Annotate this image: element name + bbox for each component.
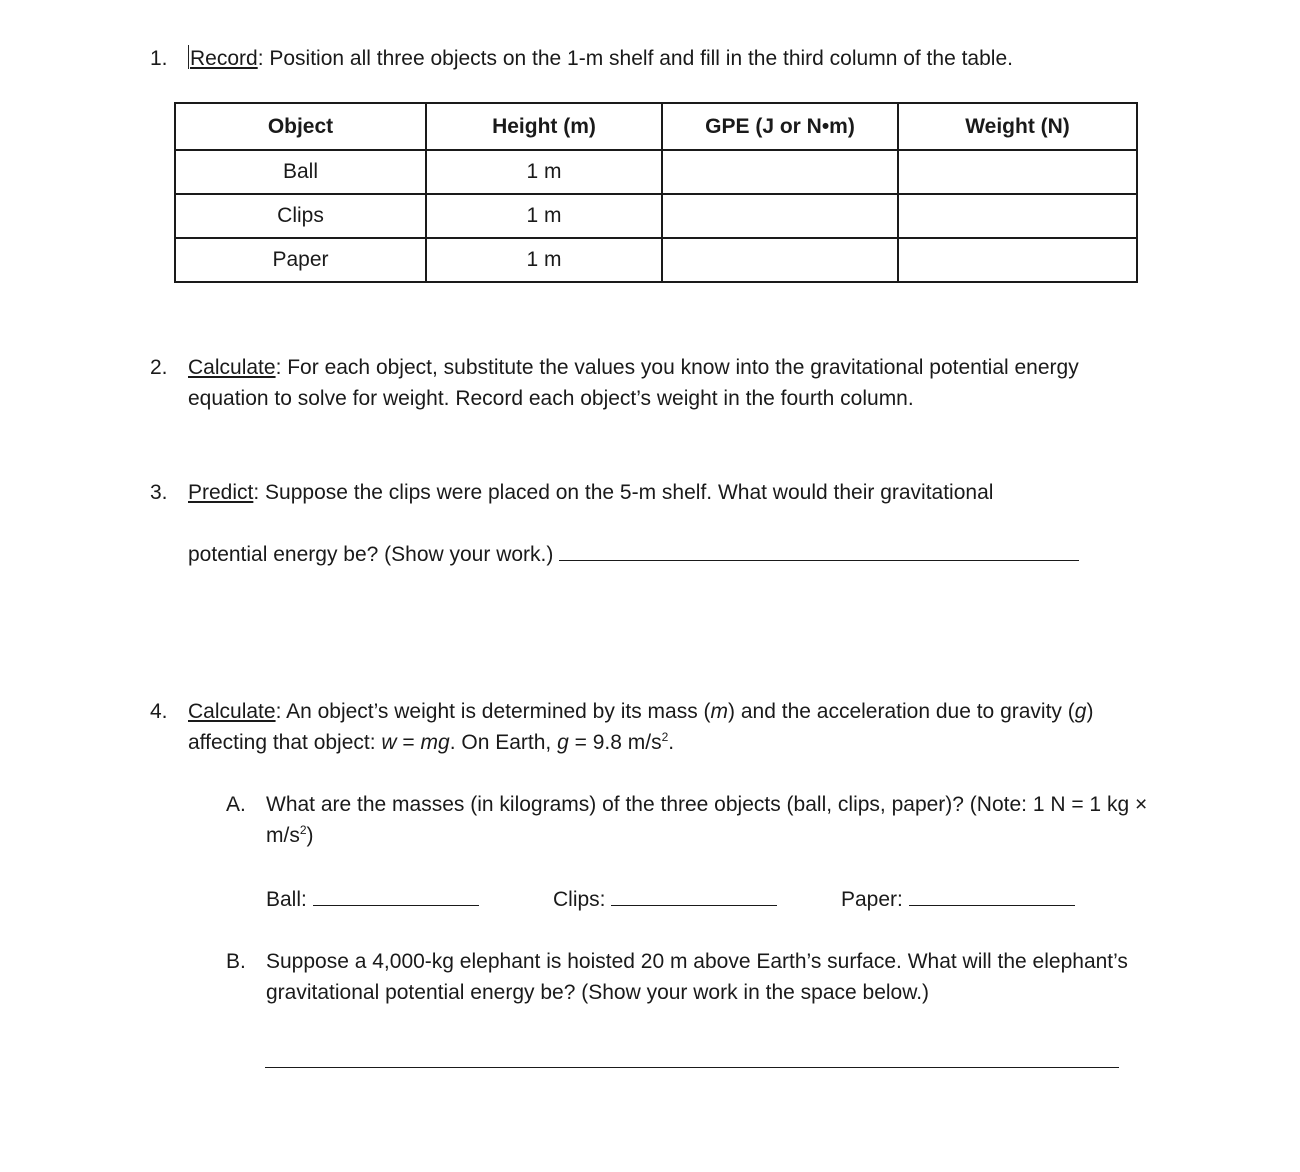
- cell-object: Ball: [175, 150, 426, 194]
- cell-gpe[interactable]: [662, 150, 898, 194]
- clips-label: Clips:: [553, 888, 606, 911]
- ball-answer: [266, 884, 479, 915]
- superscript: 2: [299, 823, 307, 837]
- header-weight: Weight (N): [898, 103, 1137, 150]
- var-g: g: [1074, 700, 1087, 723]
- question-number: 2.: [150, 356, 168, 379]
- paper-answer: [841, 884, 1075, 915]
- cell-weight[interactable]: [898, 194, 1137, 238]
- cell-gpe[interactable]: [662, 194, 898, 238]
- table-header-row: [175, 103, 1137, 150]
- question-label: Record: [190, 47, 258, 70]
- table-row: [175, 238, 1137, 282]
- question-text: ) and the acceleration due to gravity (: [728, 700, 1075, 723]
- question-3: [150, 477, 1150, 570]
- gpe-table: [174, 102, 1138, 283]
- table-row: [175, 150, 1137, 194]
- ball-label: Ball:: [266, 888, 307, 911]
- cell-height: 1 m: [426, 194, 662, 238]
- cell-weight[interactable]: [898, 238, 1137, 282]
- superscript: 2: [661, 730, 669, 744]
- question-4a: [226, 789, 1166, 851]
- text-cursor: [188, 45, 189, 69]
- var-mg: mg: [420, 731, 450, 754]
- question-text: : Position all three objects on the 1-m shelf and fill in the third column of the table.: [257, 47, 1013, 70]
- question-4b: [226, 946, 1166, 1008]
- sub-letter: A.: [226, 793, 246, 816]
- sub-letter: B.: [226, 950, 246, 973]
- cell-gpe[interactable]: [662, 238, 898, 282]
- question-text: : An object’s weight is determined by its mass (: [275, 700, 711, 723]
- cell-weight[interactable]: [898, 150, 1137, 194]
- question-label: Calculate: [188, 356, 276, 379]
- clips-blank[interactable]: [611, 885, 777, 906]
- ball-blank[interactable]: [313, 885, 479, 906]
- question-text: : Suppose the clips were placed on the 5-m shelf. What would their gravitational: [253, 481, 994, 504]
- question-text: ) affecting that object:: [188, 700, 1094, 754]
- question-1: [150, 43, 1150, 74]
- var-m: m: [710, 700, 729, 723]
- clips-answer: [553, 884, 777, 915]
- header-gpe: GPE (J or N•m): [662, 103, 898, 150]
- work-answer-line[interactable]: [265, 1067, 1119, 1068]
- question-text: = 9.8 m/s: [568, 731, 662, 754]
- question-text: Suppose a 4,000-kg elephant is hoisted 20 m above Earth’s surface. What will the elephant’s gravitational potential energy be? (Show your work in the space below.): [266, 950, 1128, 1004]
- cell-height: 1 m: [426, 150, 662, 194]
- question-number: 4.: [150, 700, 168, 723]
- table-row: [175, 194, 1137, 238]
- header-object: Object: [175, 103, 426, 150]
- answer-blank[interactable]: [559, 540, 1079, 561]
- question-2: [150, 352, 1150, 414]
- question-label: Calculate: [188, 700, 276, 723]
- header-height: Height (m): [426, 103, 662, 150]
- cell-height: 1 m: [426, 238, 662, 282]
- cell-object: Paper: [175, 238, 426, 282]
- var-g: g: [557, 731, 569, 754]
- question-text: What are the masses (in kilograms) of the three objects (ball, clips, paper)? (Note: 1 N = 1 kg × m/s: [266, 793, 1148, 847]
- question-text: : For each object, substitute the values you know into the gravitational potential energy equation to solve for weight. Record each object’s weight in the fourth column.: [188, 356, 1079, 410]
- question-text: .: [668, 731, 675, 754]
- var-w: w: [381, 731, 397, 754]
- question-4: [150, 696, 1150, 758]
- question-number: 3.: [150, 481, 168, 504]
- equals-sign: =: [396, 731, 421, 754]
- question-text: . On Earth,: [449, 731, 558, 754]
- question-label: Predict: [188, 481, 254, 504]
- paper-label: Paper:: [841, 888, 903, 911]
- cell-object: Clips: [175, 194, 426, 238]
- paper-blank[interactable]: [909, 885, 1075, 906]
- question-number: 1.: [150, 47, 168, 70]
- question-text-2: potential energy be? (Show your work.): [188, 543, 554, 566]
- close-paren: ): [306, 824, 314, 847]
